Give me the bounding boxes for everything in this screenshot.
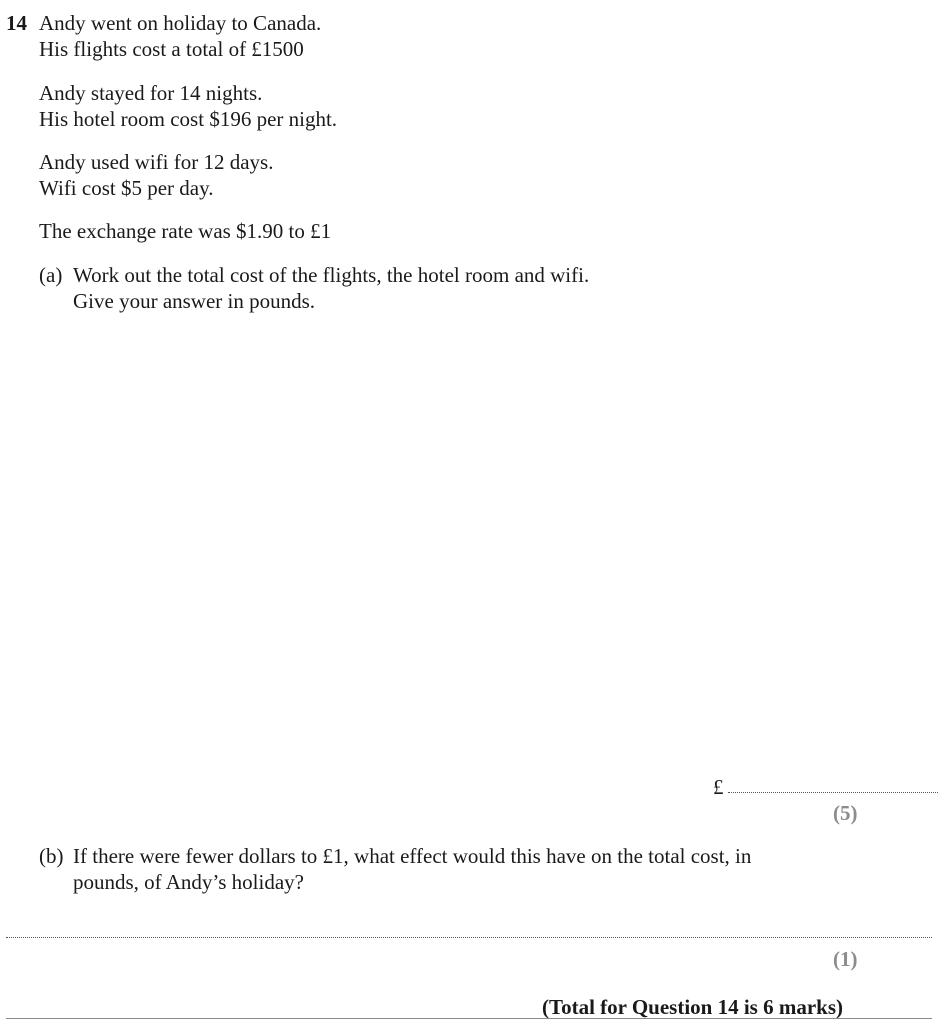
exchange-rate-line: The exchange rate was $1.90 to £1	[39, 219, 332, 243]
part-a-line-2: Give your answer in pounds.	[73, 289, 316, 313]
part-b-line-2: pounds, of Andy’s holiday?	[73, 870, 304, 894]
intro-line-2: His flights cost a total of £1500	[39, 37, 304, 61]
part-a-marks: (5)	[833, 801, 858, 825]
wifi-line-1: Andy used wifi for 12 days.	[39, 150, 274, 174]
intro-line-1: Andy went on holiday to Canada.	[39, 11, 322, 35]
total-marks: (Total for Question 14 is 6 marks)	[542, 995, 844, 1019]
part-b-label: (b)	[39, 844, 64, 868]
part-b-marks: (1)	[833, 947, 858, 971]
answer-currency-symbol: £	[713, 775, 724, 799]
bottom-rule	[6, 1018, 932, 1019]
wifi-line-2: Wifi cost $5 per day.	[39, 176, 214, 200]
question-number: 14	[6, 11, 27, 35]
hotel-line-2: His hotel room cost $196 per night.	[39, 107, 338, 131]
part-b-answer-line[interactable]	[6, 937, 932, 938]
part-b-line-1: If there were fewer dollars to £1, what effect would this have on the total cost, in	[73, 844, 752, 868]
part-a-label: (a)	[39, 263, 63, 287]
hotel-line-1: Andy stayed for 14 nights.	[39, 81, 263, 105]
part-a-line-1: Work out the total cost of the flights, the hotel room and wifi.	[73, 263, 590, 287]
part-a-answer-line[interactable]	[728, 792, 938, 793]
